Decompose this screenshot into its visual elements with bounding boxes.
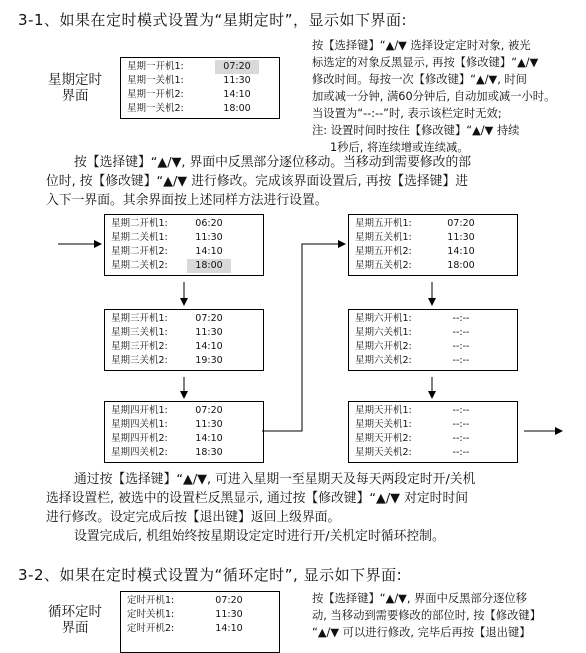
timer-row-label: 星期六开机2: [355,341,412,352]
timer-row-label: 星期五开机1: [355,218,412,229]
text-line: 按【选择键】“▲/▼, 界面中反黑部分逐位移动。当移动到需要修改的部 [74,155,472,170]
timer-row-value[interactable]: 18:00 [223,103,251,114]
timer-row-label: 星期三关机2: [111,355,168,366]
text-line: 当设置为“--:--”时, 表示该栏定时无效; [312,107,502,120]
timer-row-value[interactable]: 11:30 [215,609,243,620]
text-line: 通过按【选择键】“▲/▼, 可进入星期一至星期天及每天两段定时开/关机 [74,472,476,487]
timer-row-value[interactable]: 14:10 [215,623,243,634]
cyclic-description [312,590,541,641]
timer-row-value[interactable]: 14:10 [223,89,251,100]
timer-row-label: 星期二关机1: [111,232,168,243]
timer-row-label: 星期四关机2: [111,447,168,458]
timer-row-label: 星期五关机1: [355,232,412,243]
timer-row-value[interactable]: 14:10 [447,246,475,257]
text-line: 选择设置栏, 被选中的设置栏反黑显示, 通过按【修改键】“▲/▼ 对定时时间 [46,491,469,506]
timer-row-label: 星期天关机1: [355,419,412,430]
timer-row-value[interactable]: 11:30 [447,232,475,243]
timer-row-label: 星期六开机1: [355,313,412,324]
timer-row[interactable] [127,622,273,636]
timer-row-label: 星期一关机2: [127,103,184,114]
timer-row-label: 星期天开机2: [355,433,412,444]
text-line: 动, 当移动到需要修改的部位时, 按【修改键】 [312,609,542,622]
arrow-thu-fri [262,244,345,431]
timer-row-value[interactable]: 18:00 [447,260,475,271]
timer-row-label: 定时关机1: [127,609,175,620]
timer-row-value[interactable]: 18:00 [187,259,231,273]
timer-row-value[interactable]: --:-- [452,341,470,352]
timer-row-value[interactable]: 11:30 [195,327,223,338]
timer-row-value[interactable]: 07:20 [215,595,243,606]
timer-row-value[interactable]: 11:30 [195,232,223,243]
timer-row-label: 星期四开机1: [111,405,168,416]
timer-row-value[interactable]: --:-- [452,419,470,430]
timer-row-value[interactable]: 06:20 [195,218,223,229]
timer-row-value[interactable]: --:-- [452,313,470,324]
text-line: 修改时间。每按一次【修改键】“▲/▼, 时间 [312,73,527,86]
timer-row[interactable] [127,608,273,622]
timer-row-label: 星期六关机1: [355,327,412,338]
timer-row-value[interactable]: 18:30 [195,447,223,458]
timer-row-label: 星期天关机2: [355,447,412,458]
text-line: 标选定的对象反黑显示, 再按【修改键】“▲/▼ [312,56,539,69]
cyclic-screen-label: 循环定时 界面 [48,604,102,636]
timer-row[interactable] [127,594,273,608]
timer-row-label: 定时开机1: [127,595,175,606]
timer-row-label: 星期四关机1: [111,419,168,430]
timer-row-value[interactable]: 07:20 [195,313,223,324]
timer-row-label: 星期四开机2: [111,433,168,444]
timer-row-label: 星期一关机1: [127,75,184,86]
timer-row-label: 星期二开机1: [111,218,168,229]
timer-row-value[interactable]: 11:30 [195,419,223,430]
timer-row-value[interactable]: 11:30 [223,75,251,86]
timer-row-value[interactable]: 14:10 [195,341,223,352]
timer-row-label: 星期三开机1: [111,313,168,324]
text-line: 按【选择键】“▲/▼, 界面中反黑部分逐位移 [312,592,527,605]
summary-text [46,470,475,546]
text-line: 注: 设置时间时按住【修改键】“▲/▼ 持续 [312,124,520,137]
timer-row-label: 定时开机2: [127,623,175,634]
timer-row-value[interactable]: --:-- [452,327,470,338]
text-line: 入下一界面。其余界面按上述同样方法进行设置。 [46,193,328,208]
timer-row-label: 星期一开机2: [127,89,184,100]
cyclic-timer-screen [120,591,280,653]
timer-row-value[interactable]: 14:10 [195,246,223,257]
text-line: 按【选择键】“▲/▼ 选择设定定时对象, 被光 [312,39,531,52]
text-line: 1秒后, 将连续增或连续减。 [330,141,469,154]
timer-row-label: 星期三关机1: [111,327,168,338]
timer-row-label: 星期六关机2: [355,355,412,366]
timer-row-label: 星期三开机2: [111,341,168,352]
text-line: 加或减一分钟, 满60分钟后, 自动加或减一小时。 [312,90,556,103]
timer-row-value[interactable]: 19:30 [195,355,223,366]
text-line: “▲/▼ 可以进行修改, 完毕后再按【退出键】 [312,626,531,639]
timer-row-value[interactable]: --:-- [452,447,470,458]
timer-row-value[interactable]: --:-- [452,355,470,366]
timer-row-value[interactable]: --:-- [452,405,470,416]
timer-row-label: 星期五开机2: [355,246,412,257]
timer-row-value[interactable]: 07:20 [447,218,475,229]
section-heading-cyclic: 3-2、如果在定时模式设置为“循环定时”, 显示如下界面: [18,566,403,584]
timer-row-label: 星期天开机1: [355,405,412,416]
timer-row-label: 星期二开机2: [111,246,168,257]
timer-row-value[interactable]: 14:10 [195,433,223,444]
text-line: 位时, 按【修改键】“▲/▼ 进行修改。完成该界面设置后, 再按【选择键】进 [46,174,469,189]
timer-row-label: 星期五关机2: [355,260,412,271]
text-line: 设置完成后, 机组始终按星期设定定时进行开/关机定时循环控制。 [74,529,445,544]
timer-row-value[interactable]: --:-- [452,433,470,444]
text-line: 进行修改。设定完成后按【退出键】返回上级界面。 [46,510,341,525]
timer-row-value[interactable]: 07:20 [215,60,259,74]
timer-row-label: 星期一开机1: [127,61,184,72]
timer-row-label: 星期二关机2: [111,260,168,271]
timer-row-value[interactable]: 07:20 [195,405,223,416]
section-heading-weekly: 3-1、如果在定时模式设置为“星期定时”，显示如下界面: [18,11,408,29]
weekly-screen-label: 星期定时 界面 [48,72,102,104]
